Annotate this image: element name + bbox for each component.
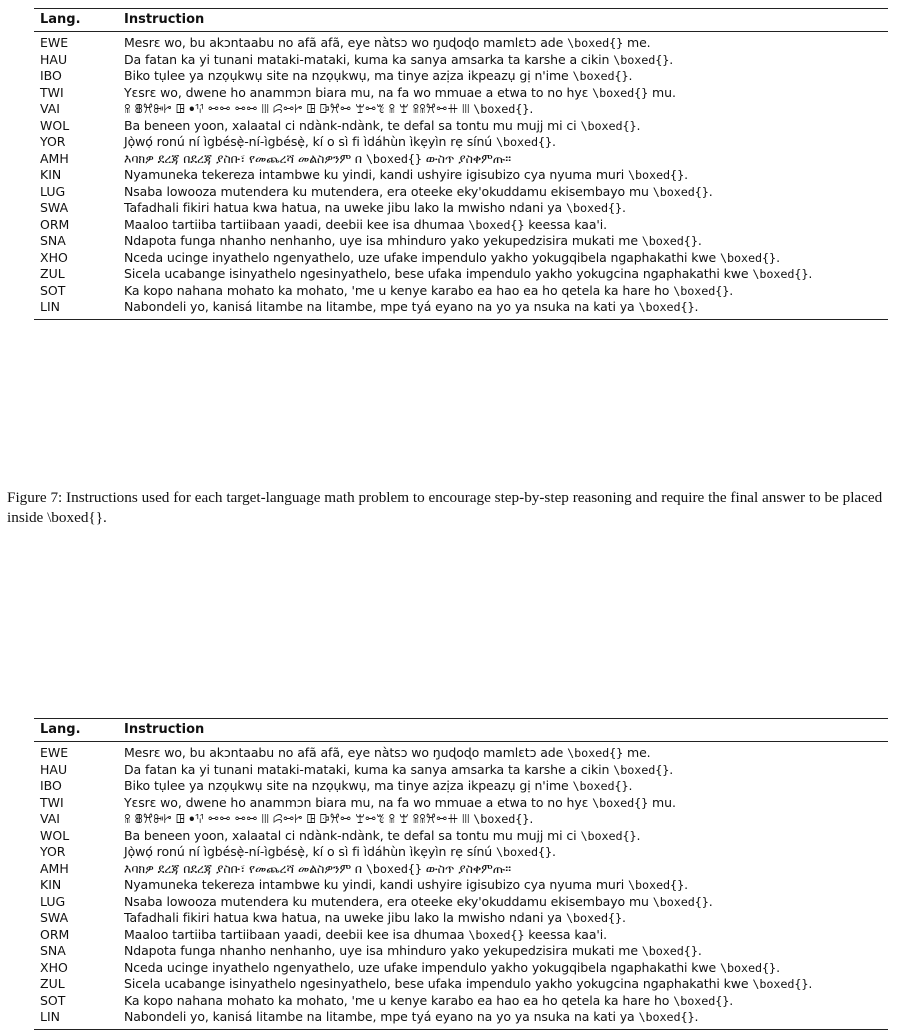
lang-code: IBO [40,778,62,793]
table-row [34,844,888,861]
instruction-prefix: Yɛsrɛ wo, dwene ho anammɔn biara mu, na fa wo mmuae a etwa to no hyɛ [124,84,593,100]
table-row [34,1009,888,1029]
lang-code: VAI [40,101,60,116]
instruction-suffix: . [808,266,813,281]
boxed-command: \boxed{} [565,201,622,215]
instruction-prefix: ꕉ ꕬꕮꔻꔵ ꖸ ꔷꖬ ꗬꗬ ꗬꗬ ꔖ ꗱꗬꔵ ꖸ ꕒꕮꗬ ꘃꗬꔳ ꕉ ꘃ ꕉꕉꕮꗬꔠ ꔖ [124,101,474,116]
boxed-command: \boxed{} [638,300,695,314]
table-row [34,68,888,85]
boxed-command: \boxed{} [720,960,777,975]
instruction-text [118,762,888,779]
figure-caption: Figure 7: Instructions used for each target-language math problem to encourage step-by-step reasoning and require the final answer to be placed inside \boxed{}. [7,489,883,526]
table-row [34,762,888,779]
boxed-command: \boxed{} [592,795,649,810]
instruction-text [118,299,888,319]
table-row [34,266,888,283]
instruction-suffix: . [622,200,626,215]
instruction-suffix: . [529,101,534,116]
lang-code: EWE [40,35,69,50]
instruction-suffix: . [729,992,734,1008]
instruction-text [118,910,888,927]
lang-code: SWA [40,910,69,925]
instruction-prefix: እባክዎ ደረጃ በደረጃ ያስቡ፣ የመጨረሻ መልስዎንም በ [124,150,366,166]
instruction-text [118,184,888,201]
lang-code: SOT [40,992,66,1008]
table-row [34,283,888,300]
table-row [34,184,888,201]
lang-code: AMH [40,150,69,166]
table-row [34,861,888,878]
instruction-suffix: . [697,233,702,248]
boxed-command: \boxed{} [752,977,809,991]
instruction-prefix: Yɛsrɛ wo, dwene ho anammɔn biara mu, na fa wo mmuae a etwa to no hyɛ [124,794,593,810]
instruction-text [118,960,888,977]
instruction-suffix: . [776,249,780,265]
instruction-prefix: Ba beneen yoon, xalaatal ci ndànk-ndànk, te defal sa tontu mu mujj mi ci [124,827,581,843]
instruction-text [118,1009,888,1029]
instruction-text [118,927,888,944]
table-row [34,960,888,977]
instruction-text [118,200,888,217]
lang-code: HAU [40,51,68,67]
instruction-text [118,811,888,828]
instruction-suffix: . [628,778,633,793]
instruction-suffix: me. [623,745,651,760]
instruction-prefix: Sicela ucabange isinyathelo ngesinyathelo, bese ufaka impendulo yakho yokugcina ngaphakathi kwe [124,976,753,991]
instruction-text [118,778,888,795]
instruction-suffix: . [622,910,626,925]
boxed-command: \boxed{} [365,861,422,876]
instruction-suffix: . [552,134,556,149]
instruction-prefix: Nyamuneka tekereza intambwe ku yindi, kandi ushyire igisubizo cya nyuma muri [124,877,629,892]
table-row [34,910,888,927]
table-row [34,101,888,118]
instruction-table [34,8,888,320]
lang-code: LIN [34,299,118,319]
instruction-suffix: keessa kaa'i. [524,926,607,942]
instruction-suffix: me. [623,35,651,50]
instruction-prefix: Nyamuneka tekereza intambwe ku yindi, kandi ushyire igisubizo cya nyuma muri [124,167,629,182]
instruction-text [118,976,888,993]
instruction-text [118,101,888,118]
boxed-command: \boxed{} [565,911,622,925]
instruction-text [118,32,888,52]
table-header-row [34,719,888,742]
table-row [34,877,888,894]
instruction-text [118,943,888,960]
instruction-prefix: Tafadhali fikiri hatua kwa hatua, na uweke jibu lako la mwisho ndani ya [124,200,566,215]
boxed-command: \boxed{} [628,168,685,182]
instruction-suffix: . [552,844,556,859]
lang-code: HAU [40,761,68,777]
boxed-command: \boxed{} [592,85,649,100]
boxed-command: \boxed{} [496,845,553,859]
lang-code: LUG [40,893,66,909]
instruction-suffix: mu. [648,794,676,810]
table-row [34,250,888,267]
lang-code: VAI [40,811,60,826]
instruction-prefix: Nceda ucinge inyathelo ngenyathelo, uze ufake impendulo yakho yokugqibela ngaphakathi kwe [124,249,721,265]
lang-code: KIN [40,877,62,892]
lang-code: YOR [40,134,66,149]
boxed-command: \boxed{} [613,52,670,67]
table-row [34,167,888,184]
table-row [34,742,888,762]
boxed-command: \boxed{} [473,812,530,826]
instruction-prefix: Ndapota funga nhanho nenhanho, uye isa mhinduro yako yekupedzisira mukati me [124,233,642,248]
instruction-prefix: Nceda ucinge inyathelo ngenyathelo, uze ufake impendulo yakho yokugqibela ngaphakathi kwe [124,959,721,975]
instruction-text [118,118,888,135]
lang-code: SNA [40,943,66,958]
instruction-text [118,742,888,762]
boxed-command: \boxed{} [567,746,624,760]
boxed-command: \boxed{} [496,135,553,149]
instruction-column-header: Instruction [118,9,888,32]
instruction-text [118,151,888,168]
lang-code: AMH [40,860,69,876]
instruction-prefix: Nabondeli yo, kanisá litambe na litambe, mpe tyá eyano na yo ya nsuka na kati ya [124,299,639,314]
table-header-row [34,9,888,32]
lang-code: SOT [40,282,66,298]
table-row [34,299,888,319]
instruction-prefix: Da fatan ka yi tunani mataki-mataki, kuma ka sanya amsarka ta karshe a cikin [124,51,614,67]
instruction-suffix: . [776,959,780,975]
boxed-command: \boxed{} [365,151,422,166]
instruction-text [118,217,888,234]
table-row [34,943,888,960]
lang-code: XHO [40,959,68,975]
instruction-suffix: . [529,811,534,826]
table-row [34,134,888,151]
instruction-prefix: Ka kopo nahana mohato ka mohato, 'me u kenye karabo ea hao ea ho qetela ka hare ho [124,282,674,298]
lang-code: LIN [34,1009,118,1029]
instruction-suffix: . [694,1009,699,1024]
instruction-column-header: Instruction [118,719,888,742]
boxed-command: \boxed{} [641,234,698,248]
table-row [34,52,888,69]
boxed-command: \boxed{} [580,828,637,843]
instruction-prefix: Nsaba lowooza mutendera ku mutendera, era oteeke eky'okuddamu ekisembayo mu [124,183,653,199]
boxed-command: \boxed{} [673,283,730,298]
boxed-command: \boxed{} [628,878,685,892]
instruction-prefix: Biko tụlee ya nzọụkwụ site na nzọụkwụ, ma tinye azịza ikpeazụ gị n'ime [124,68,573,83]
instruction-text [118,134,888,151]
lang-code: XHO [40,249,68,265]
instruction-text [118,894,888,911]
lang-code: TWI [40,84,64,100]
instruction-prefix: Jọ̀wọ́ ronú ní ìgbésẹ̀-ní-ìgbésẹ̀, kí o sì fi ìdáhùn ìkẹyìn rẹ sínú [124,134,497,149]
boxed-command: \boxed{} [720,250,777,265]
instruction-prefix: Mesrɛ wo, bu akɔntaabu no afã afã, eye nàtsɔ wo ŋuɖoɖo mamlɛtɔ ade [124,745,568,760]
instruction-suffix: . [694,299,699,314]
boxed-command: \boxed{} [613,762,670,777]
lang-column-header: Lang. [34,719,118,742]
instruction-text [118,993,888,1010]
instruction-prefix: እባክዎ ደረጃ በደረጃ ያስቡ፣ የመጨረሻ መልስዎንም በ [124,860,366,876]
lang-code: WOL [40,827,70,843]
instruction-suffix: keessa kaa'i. [524,216,607,232]
table-row [34,927,888,944]
boxed-command: \boxed{} [567,36,624,50]
instruction-text [118,85,888,102]
instruction-suffix: . [808,976,813,991]
instruction-text [118,844,888,861]
boxed-command: \boxed{} [641,944,698,958]
instruction-text [118,68,888,85]
boxed-command: \boxed{} [638,1010,695,1024]
instruction-suffix: . [697,943,702,958]
instruction-prefix: Da fatan ka yi tunani mataki-mataki, kuma ka sanya amsarka ta karshe a cikin [124,761,614,777]
table-row [34,118,888,135]
instruction-table-repeat [34,718,888,1030]
lang-code: IBO [40,68,62,83]
lang-code: LUG [40,183,66,199]
instruction-prefix: Ka kopo nahana mohato ka mohato, 'me u kenye karabo ea hao ea ho qetela ka hare ho [124,992,674,1008]
instruction-text [118,877,888,894]
table-row [34,811,888,828]
boxed-command: \boxed{} [468,217,525,232]
boxed-command: \boxed{} [572,69,629,83]
instruction-prefix: Sicela ucabange isinyathelo ngesinyathelo, bese ufaka impendulo yakho yokugcina ngaphakathi kwe [124,266,753,281]
table-row [34,217,888,234]
instruction-prefix: Jọ̀wọ́ ronú ní ìgbésẹ̀-ní-ìgbésẹ̀, kí o sì fi ìdáhùn ìkẹyìn rẹ sínú [124,844,497,859]
instruction-prefix: Ndapota funga nhanho nenhanho, uye isa mhinduro yako yekupedzisira mukati me [124,943,642,958]
lang-code: WOL [40,117,70,133]
lang-code: ORM [40,926,70,942]
instruction-prefix: Nabondeli yo, kanisá litambe na litambe, mpe tyá eyano na yo ya nsuka na kati ya [124,1009,639,1024]
lang-column-header: Lang. [34,9,118,32]
instruction-suffix: . [628,68,633,83]
lang-code: EWE [40,745,69,760]
table-row [34,894,888,911]
instruction-suffix: . [684,167,688,182]
instruction-suffix: ውስጥ ያስቀምጡ። [421,860,511,876]
instruction-prefix: ꕉ ꕬꕮꔻꔵ ꖸ ꔷꖬ ꗬꗬ ꗬꗬ ꔖ ꗱꗬꔵ ꖸ ꕒꕮꗬ ꘃꗬꔳ ꕉ ꘃ ꕉꕉꕮꗬꔠ ꔖ [124,811,474,826]
lang-code: SNA [40,233,66,248]
boxed-command: \boxed{} [572,779,629,793]
boxed-command: \boxed{} [752,267,809,281]
table-row [34,32,888,52]
instruction-suffix: mu. [648,84,676,100]
lang-code: SWA [40,200,69,215]
instruction-text [118,167,888,184]
boxed-command: \boxed{} [473,102,530,116]
instruction-prefix: Tafadhali fikiri hatua kwa hatua, na uweke jibu lako la mwisho ndani ya [124,910,566,925]
boxed-command: \boxed{} [652,894,709,909]
instruction-text [118,828,888,845]
lang-code: ZUL [40,266,65,281]
table-row [34,828,888,845]
boxed-command: \boxed{} [673,993,730,1008]
instruction-text [118,795,888,812]
instruction-prefix: Nsaba lowooza mutendera ku mutendera, era oteeke eky'okuddamu ekisembayo mu [124,893,653,909]
boxed-command: \boxed{} [468,927,525,942]
instruction-text [118,52,888,69]
table-row [34,993,888,1010]
instruction-prefix: Maaloo tartiiba tartiibaan yaadi, deebii kee isa dhumaa [124,216,469,232]
lang-code: KIN [40,167,62,182]
instruction-prefix: Biko tụlee ya nzọụkwụ site na nzọụkwụ, ma tinye azịza ikpeazụ gị n'ime [124,778,573,793]
instruction-text [118,283,888,300]
table-row [34,795,888,812]
table-row [34,233,888,250]
table-row [34,976,888,993]
instruction-text [118,266,888,283]
instruction-suffix: . [708,893,713,909]
table-row [34,200,888,217]
boxed-command: \boxed{} [652,184,709,199]
table-row [34,151,888,168]
instruction-text [118,861,888,878]
instruction-suffix: . [669,51,674,67]
lang-code: ZUL [40,976,65,991]
instruction-suffix: ውስጥ ያስቀምጡ። [421,150,511,166]
lang-code: YOR [40,844,66,859]
instruction-text [118,233,888,250]
instruction-prefix: Ba beneen yoon, xalaatal ci ndànk-ndànk, te defal sa tontu mu mujj mi ci [124,117,581,133]
instruction-prefix: Mesrɛ wo, bu akɔntaabu no afã afã, eye nàtsɔ wo ŋuɖoɖo mamlɛtɔ ade [124,35,568,50]
boxed-command: \boxed{} [580,118,637,133]
instruction-suffix: . [684,877,688,892]
instruction-suffix: . [669,761,674,777]
lang-code: ORM [40,216,70,232]
instruction-suffix: . [636,827,641,843]
instruction-suffix: . [636,117,641,133]
instruction-suffix: . [708,183,713,199]
instruction-prefix: Maaloo tartiiba tartiibaan yaadi, deebii kee isa dhumaa [124,926,469,942]
table-row [34,778,888,795]
lang-code: TWI [40,794,64,810]
instruction-suffix: . [729,282,734,298]
table-row [34,85,888,102]
instruction-text [118,250,888,267]
